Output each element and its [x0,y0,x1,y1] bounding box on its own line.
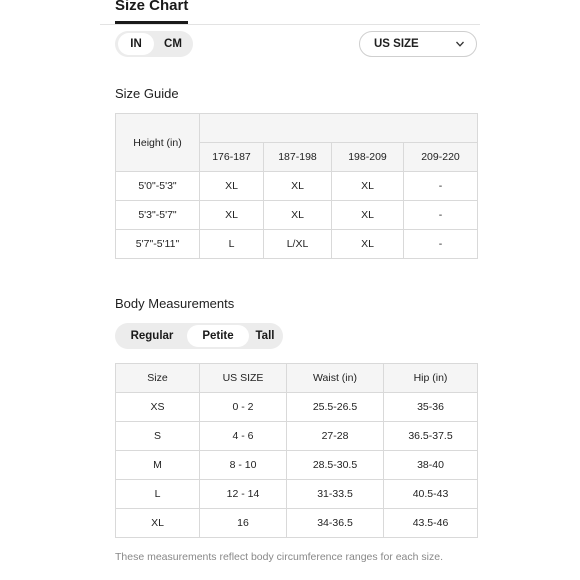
size-guide-column-header: 209-220 [404,143,478,172]
unit-toggle [115,31,193,57]
size-guide-header-band [200,114,478,143]
size-guide-column-header: 176-187 [200,143,264,172]
size-label-cell: XS [116,393,200,422]
hip-cell: 43.5-46 [384,509,478,538]
measurement-column-header: US SIZE [200,364,287,393]
us-size-cell: 0 - 2 [200,393,287,422]
fit-toggle [115,323,283,349]
size-cell: XL [332,230,404,259]
table-row [116,509,478,538]
size-guide-column-header: 187-198 [264,143,332,172]
size-system-value: US SIZE [374,38,419,50]
hip-cell: 36.5-37.5 [384,422,478,451]
size-guide-row-header: Height (in) [116,114,200,172]
body-measurements-heading: Body Measurements [115,296,235,311]
size-label-cell: XL [116,509,200,538]
table-row [116,172,478,201]
table-row [116,451,478,480]
size-cell: XL [200,201,264,230]
fit-option-regular[interactable]: Regular [130,330,174,342]
waist-cell: 28.5-30.5 [287,451,384,480]
size-cell: L/XL [264,230,332,259]
tab-bar [0,0,580,26]
measurement-column-header: Hip (in) [384,364,478,393]
size-guide-table [115,113,478,259]
size-system-select[interactable] [359,31,477,57]
size-cell: XL [264,172,332,201]
hip-cell: 38-40 [384,451,478,480]
us-size-cell: 12 - 14 [200,480,287,509]
chevron-down-icon [455,39,465,49]
unit-option-in[interactable]: IN [118,33,154,55]
size-cell: - [404,172,478,201]
us-size-cell: 4 - 6 [200,422,287,451]
size-cell: XL [332,201,404,230]
size-cell: XL [332,172,404,201]
size-cell: L [200,230,264,259]
tab-divider [100,24,480,25]
waist-cell: 34-36.5 [287,509,384,538]
measurement-column-header: Waist (in) [287,364,384,393]
size-cell: XL [264,201,332,230]
waist-cell: 27-28 [287,422,384,451]
measurement-column-header: Size [116,364,200,393]
size-label-cell: S [116,422,200,451]
size-label-cell: L [116,480,200,509]
waist-cell: 25.5-26.5 [287,393,384,422]
size-cell: - [404,201,478,230]
tab-size-chart[interactable]: Size Chart [115,0,189,14]
table-row [116,201,478,230]
body-measurements-table [115,363,478,538]
fit-option-petite[interactable]: Petite [187,325,249,347]
us-size-cell: 8 - 10 [200,451,287,480]
hip-cell: 35-36 [384,393,478,422]
table-row [116,230,478,259]
size-cell: XL [200,172,264,201]
table-row [116,422,478,451]
hip-cell: 40.5-43 [384,480,478,509]
height-range-cell: 5'7"-5'11" [116,230,200,259]
size-guide-column-header: 198-209 [332,143,404,172]
us-size-cell: 16 [200,509,287,538]
size-guide-heading: Size Guide [115,86,179,101]
measurement-footnote: These measurements reflect body circumference ranges for each size. [115,551,443,563]
height-range-cell: 5'3"-5'7" [116,201,200,230]
size-label-cell: M [116,451,200,480]
table-row [116,480,478,509]
unit-option-cm[interactable]: CM [164,38,182,50]
fit-option-tall[interactable]: Tall [255,330,275,342]
height-range-cell: 5'0"-5'3" [116,172,200,201]
size-cell: - [404,230,478,259]
table-row [116,393,478,422]
waist-cell: 31-33.5 [287,480,384,509]
